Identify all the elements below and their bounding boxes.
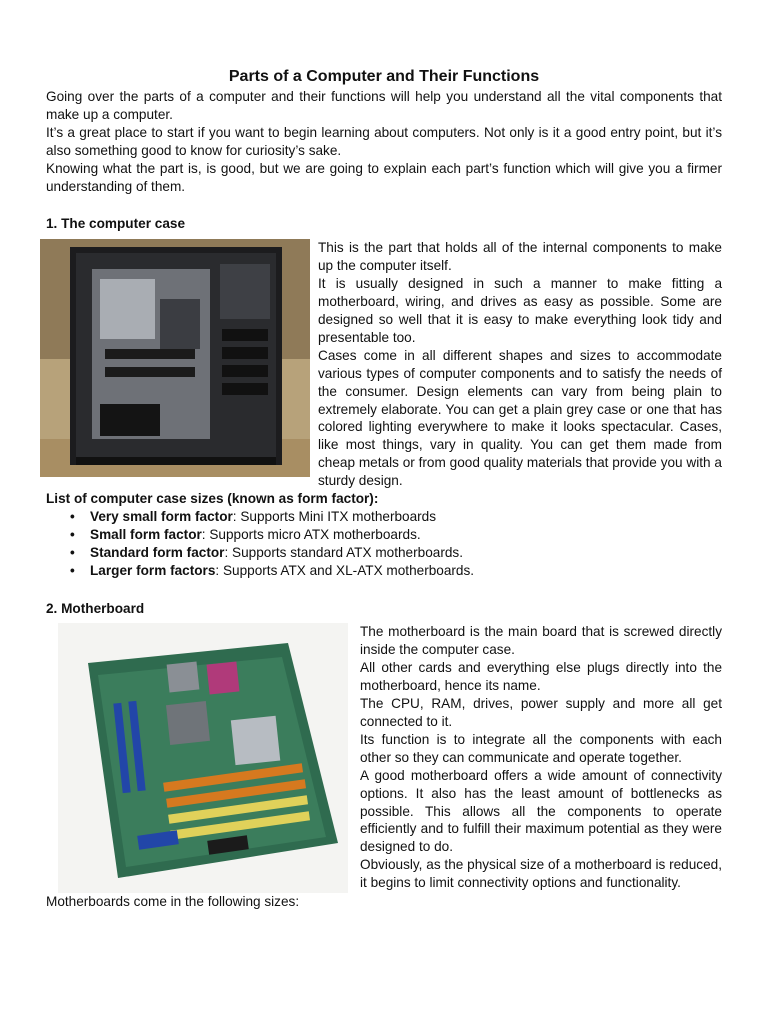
motherboard-paragraph-3: The CPU, RAM, drives, power supply and more all get connected to it. <box>360 696 722 729</box>
list-item-term: Very small form factor <box>90 508 233 524</box>
motherboard-paragraph-2: All other cards and everything else plugs directly into the motherboard, hence its name. <box>360 660 722 694</box>
motherboard-photo <box>58 623 348 893</box>
form-factor-list <box>46 508 722 580</box>
list-item <box>90 562 722 580</box>
motherboard-heading: 2. Motherboard <box>46 600 145 616</box>
list-item-term: Larger form factors <box>90 562 216 578</box>
list-item <box>90 526 722 544</box>
page-title: Parts of a Computer and Their Functions <box>228 68 540 85</box>
intro-paragraph-1: Going over the parts of a computer and their functions will help you understand all the vital components that make up a computer. <box>46 89 722 122</box>
list-item-desc: : Supports micro ATX motherboards. <box>201 526 421 542</box>
motherboard-paragraph-7: Motherboards come in the following sizes: <box>46 894 300 910</box>
motherboard-paragraph-6: Obviously, as the physical size of a motherboard is reduced, it begins to limit connectivity options and functionality. <box>360 857 722 891</box>
list-item-desc: : Supports Mini ITX motherboards <box>232 508 437 524</box>
list-item <box>90 544 722 562</box>
case-paragraph-1: This is the part that holds all of the internal components to make up the computer itself. <box>318 240 722 274</box>
intro-paragraph-3: Knowing what the part is, is good, but we are going to explain each part’s function which will give you a firmer understanding of them. <box>46 160 722 194</box>
motherboard-paragraph-4: Its function is to integrate all the components with each other so they can communicate and operate together. <box>360 731 722 765</box>
computer-case-photo <box>40 239 310 477</box>
list-item <box>90 508 722 526</box>
list-item-desc: : Supports standard ATX motherboards. <box>224 544 463 560</box>
case-heading: 1. The computer case <box>46 216 186 232</box>
list-item-desc: : Supports ATX and XL-ATX motherboards. <box>215 562 475 578</box>
list-item-term: Small form factor <box>90 526 202 542</box>
case-list-heading: List of computer case sizes (known as form factor): <box>46 491 379 507</box>
case-paragraph-2: It is usually designed in such a manner to make fitting a motherboard, wiring, and drives as easy as possible. Some are designed so well that it is easy to make everything look tidy and presentable too. <box>318 276 722 345</box>
motherboard-paragraph-1: The motherboard is the main board that is screwed directly inside the computer case. <box>360 624 722 658</box>
intro-paragraph-2: It’s a great place to start if you want to begin learning about computers. Not only is it a good entry point, but it’s also something good to know for curiosity’s sake. <box>46 124 722 158</box>
document-page <box>46 66 722 911</box>
case-paragraph-3: Cases come in all different shapes and sizes to accommodate various types of computer components and to satisfy the needs of the consumer. Design elements can vary from being plain to extremely elaborate. You can get a plain grey case or one that has colored lighting everywhere to make it looks spectacular. Cases, like most things, vary in quality. You can get them made from cheap metals or from good quality materials that provide you with a sturdy design. <box>318 347 722 489</box>
motherboard-paragraph-5: A good motherboard offers a wide amount of connectivity options. It also has the least amount of bottlenecks as possible. This allows all the components to operate efficiently and to fulfill their maximum potential as they were designed to do. <box>360 767 722 855</box>
list-item-term: Standard form factor <box>90 544 225 560</box>
